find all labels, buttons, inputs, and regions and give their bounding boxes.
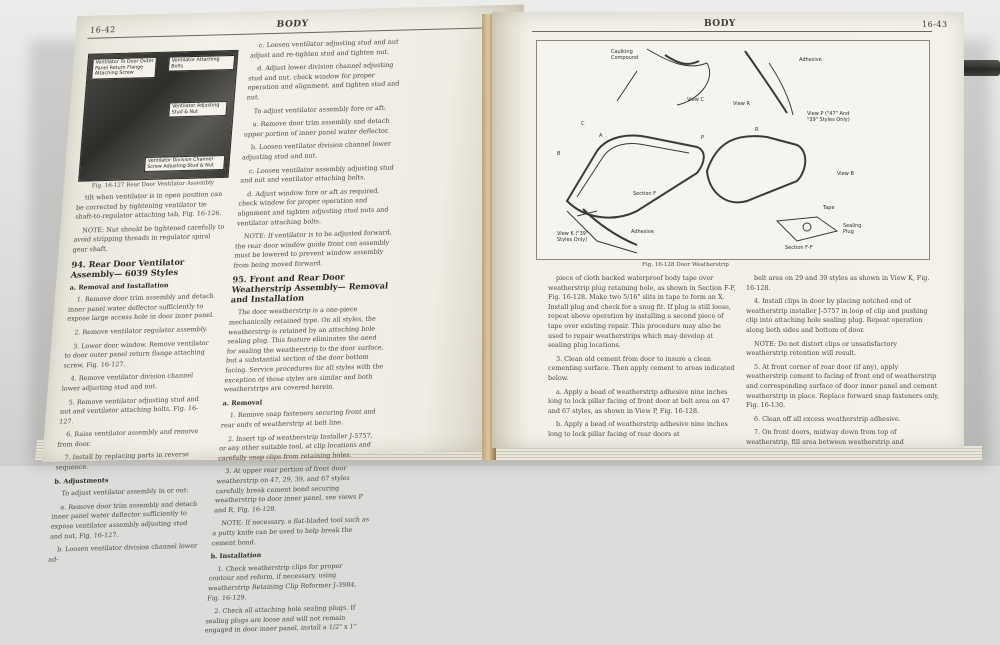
installation-step-2: 2. Check all attaching hole sealing plugs. If sealing plugs are loose and will not remain engaged in door inner panel, install a 1/2" x 1"	[204, 603, 358, 635]
photo-label-ventilator-bolts: Ventilator Attaching Bolts	[168, 55, 235, 72]
label-caulking-compound: Caulking Compound	[611, 49, 639, 61]
step-b-2: a. Remove door trim assembly and detach inner panel water deflector sufficiently to expose ventilator assembly adjusting stud and nut, Fig. 16-127.	[49, 499, 198, 541]
photo-label-ventilator-to-door: Ventilator To Door Outer Panel Return Flange Attaching Screw	[91, 57, 157, 79]
removal-step-2: 2. Insert tip of weatherstrip Installer J-5757, or any other suitable tool, at clip locations and carefully snap clips from retaining holes.	[218, 431, 373, 463]
photo-label-division-channel: Ventilator Division Channel Screw Adjusting Stud & Nut	[144, 155, 225, 172]
col1-intro: tilt when ventilator is in open position can be corrected by tightening ventilator tie shaft-to-regulator attaching tab, Fig. 16-126.	[75, 189, 223, 221]
photo-label-adjusting-stud: Ventilator Adjusting Stud & Nut	[168, 101, 227, 118]
section-ff-outline	[777, 217, 837, 241]
step-a-3: 3. Lower door window. Remove ventilator to door outer panel return flange attaching screw, Fig. 16-127.	[63, 338, 209, 370]
rear-door-outline	[707, 136, 805, 202]
step-b-3: b. Loosen ventilator division channel lower ad-	[48, 541, 198, 564]
removal-step-3: 3. At upper rear portion of front door weatherstrip on 47, 29, 39, and 67 styles carefully break cement bond securing weatherstrip to door inner panel, see views P and R, Fig. 16-128.	[213, 464, 364, 515]
section-94-sub-a: a. Removal and Installation	[69, 280, 169, 292]
section-95-sub-b: b. Installation	[210, 551, 262, 561]
section-94-sub-b: b. Adjustments	[54, 475, 109, 486]
col2-step-top-note: NOTE: If ventilator is to be adjusted forward, the rear door window guide front can assembly must be lowered to prevent window assembly from being moved forward.	[233, 228, 393, 270]
col2-step-top-5: b. Loosen ventilator division channel lower adjusting stud and nut.	[241, 139, 392, 162]
step-a-7: 7. Install by replacing parts in reverse sequence.	[55, 450, 190, 472]
label-letter-p: P	[701, 135, 705, 141]
weatherstrip-drawing	[537, 41, 929, 259]
label-section-f: Section F	[633, 191, 657, 197]
weatherstrip-figure	[536, 40, 930, 260]
col2-step-top-6: c. Loosen ventilator assembly adjusting stud and nut and ventilator attaching bolts.	[239, 163, 395, 185]
right-col2-para-4: 5. At front corner of rear door (if any), apply weatherstrip cement to facing of front end of weatherstrip and corresponding surface of door inner panel and cement weatherstrip in place. Replace forward snap fasteners only, Fig. 16-130.	[746, 362, 940, 410]
section-95-title: 95. Front and Rear Door Weatherstrip Assembly— Removal and Installation	[230, 271, 389, 305]
left-column-1	[48, 190, 228, 569]
right-col2-para-1: belt area on 29 and 39 styles as shown in View K, Fig. 16-128.	[746, 274, 930, 292]
step-a-6: 6. Raise ventilator assembly and remove from door.	[57, 427, 199, 449]
col2-step-top-3: To adjust ventilator assembly fore or aft:	[253, 103, 387, 115]
label-tape: Tape	[823, 205, 835, 211]
front-door-outline	[567, 136, 704, 218]
left-page-number: 16-42	[89, 25, 117, 35]
left-page-header-title: BODY	[276, 19, 309, 30]
right-col2-para-6: 7. On front doors, midway down from top of weatherstrip, fill area between weatherstrip and	[746, 428, 904, 446]
step-a-4: 4. Remove ventilator division channel lower adjusting stud and nut.	[61, 371, 194, 393]
right-col1-para-3: a. Apply a bead of weatherstrip adhesive nine inches long to lock pillar facing of front door at belt area on 47 and 67 styles, as shown in View P, Fig. 16-128.	[548, 387, 730, 415]
label-letter-c: C	[581, 121, 585, 127]
col2-step-top-7: d. Adjust window fore or aft as required, check window for proper operation and alignment and tighten adjusting stud nuts and ventilator attaching bolts.	[236, 186, 389, 227]
label-letter-a: A	[599, 133, 603, 139]
label-adhesive-b: Adhesive	[631, 229, 654, 235]
step-a-5: 5. Remove ventilator adjusting stud and nut and ventilator attaching bolts, Fig. 16-127.	[58, 394, 200, 426]
right-page	[492, 12, 964, 448]
left-page	[42, 4, 524, 635]
removal-note: NOTE: If necessary, a flat-bladed tool such as a putty knife can be used to help break the cement bond.	[211, 515, 370, 547]
section-95-intro: The door weatherstrip is a one-piece mechanically retained type. On all styles, the weatherstrip is retained by an attaching hole sealing plug. This feature eliminates the need for sealing the weatherstrip to the door surface, but a substantial section of the door bottom facing. Service procedures for all styles with the exception of those styles are similar and both weatherstrips are covered herein.	[223, 305, 384, 394]
right-column-1	[548, 274, 736, 444]
label-view-c: View C	[687, 97, 704, 103]
right-col1-para-1: piece of cloth backed waterproof body tape over weatherstrip plug retaining hole, as shown in Section F-F, Fig. 16-128. Make two 5/16" slits in tape to form an X. Install plug and check for a snug fit. If plug is still loose, repeat above operation by installing a second piece of tape over existing repair. This procedure may also be used to repair weatherstrips which may develop at sealing plug locations.	[548, 274, 736, 350]
right-col2-para-2: 4. Install clips in door by placing notched end of weatherstrip installer J-5757 in loop of clip and pushing clip into attaching hole sealing plug. Repeat operation along both sides and bottom of door.	[746, 297, 928, 334]
installation-step-1: 1. Check weatherstrip clips for proper contour and reform, if necessary, using weatherstrip Retaining Clip Reformer J-3984, Fig. 16-129.	[207, 561, 357, 602]
label-section-ff: Section F-F	[785, 245, 813, 251]
step-a-1: 1. Remove door trim assembly and detach inner panel water deflector sufficiently to expose large access hole in door inner panel.	[66, 292, 215, 324]
label-adhesive: Adhesive	[799, 57, 822, 63]
right-col1-para-4: b. Apply a bead of weatherstrip adhesive nine inches long to lock pillar facing of rear doors at	[548, 420, 728, 438]
col2-step-top-4: a. Remove door trim assembly and detach upper portion of inner panel water deflector.	[243, 116, 390, 139]
left-column-2	[204, 37, 410, 640]
right-header-rule	[532, 31, 932, 32]
step-b-1: To adjust ventilator assembly in or out:	[61, 486, 189, 498]
right-column-2	[746, 274, 940, 452]
figure-caption: Fig. 16-128 Door Weatherstrip	[642, 262, 729, 268]
right-col1-para-2: 3. Clean old cement from door to insure a clean cementing surface. Then apply cement to areas indicated below.	[548, 354, 735, 382]
right-col2-para-5: 6. Clean off all excess weatherstrip adhesive.	[754, 414, 901, 423]
label-view-47-39: View P ("47" And "39" Styles Only)	[807, 111, 850, 123]
right-page-header-title: BODY	[704, 19, 736, 29]
step-a-2: 2. Remove ventilator regulator assembly.	[73, 324, 208, 337]
section-95-sub-a: a. Removal	[222, 398, 263, 408]
col1-intro-note: NOTE: Nut should be tightened carefully to avoid stripping threads in regulator spiral gear shaft.	[72, 222, 225, 254]
right-page-number: 16-43	[922, 20, 948, 29]
label-letter-b: B	[557, 151, 561, 157]
label-view-r: View R	[733, 101, 750, 107]
label-letter-r: R	[755, 127, 759, 133]
col2-step-top-2: d. Adjust lower division channel adjusting stud and nut, check window for proper operation and alignment, and tighten stud and nut.	[246, 60, 400, 102]
label-view-k: View K ("39" Styles Only)	[557, 231, 589, 243]
removal-step-1: 1. Remove snap fasteners securing front and rear ends of weatherstrip at belt line.	[220, 407, 376, 430]
ventilator-photo	[78, 50, 238, 182]
col2-step-top-1: c. Loosen ventilator adjusting stud and nut adjust and re-tighten stud and tighten nut.	[249, 37, 399, 60]
sealing-plug-circle	[803, 223, 811, 231]
label-view-b: View B	[837, 171, 854, 177]
section-94-title: 94. Rear Door Ventilator Assembly— 6039 Styles	[70, 256, 185, 280]
photo-caption: Fig. 16-127 Rear Door Ventilator Assembly	[91, 180, 215, 190]
right-col2-note: NOTE: Do not distort clips or unsatisfactory weatherstrip retention will result.	[746, 339, 898, 358]
label-sealing-plug: Sealing Plug	[843, 223, 862, 235]
